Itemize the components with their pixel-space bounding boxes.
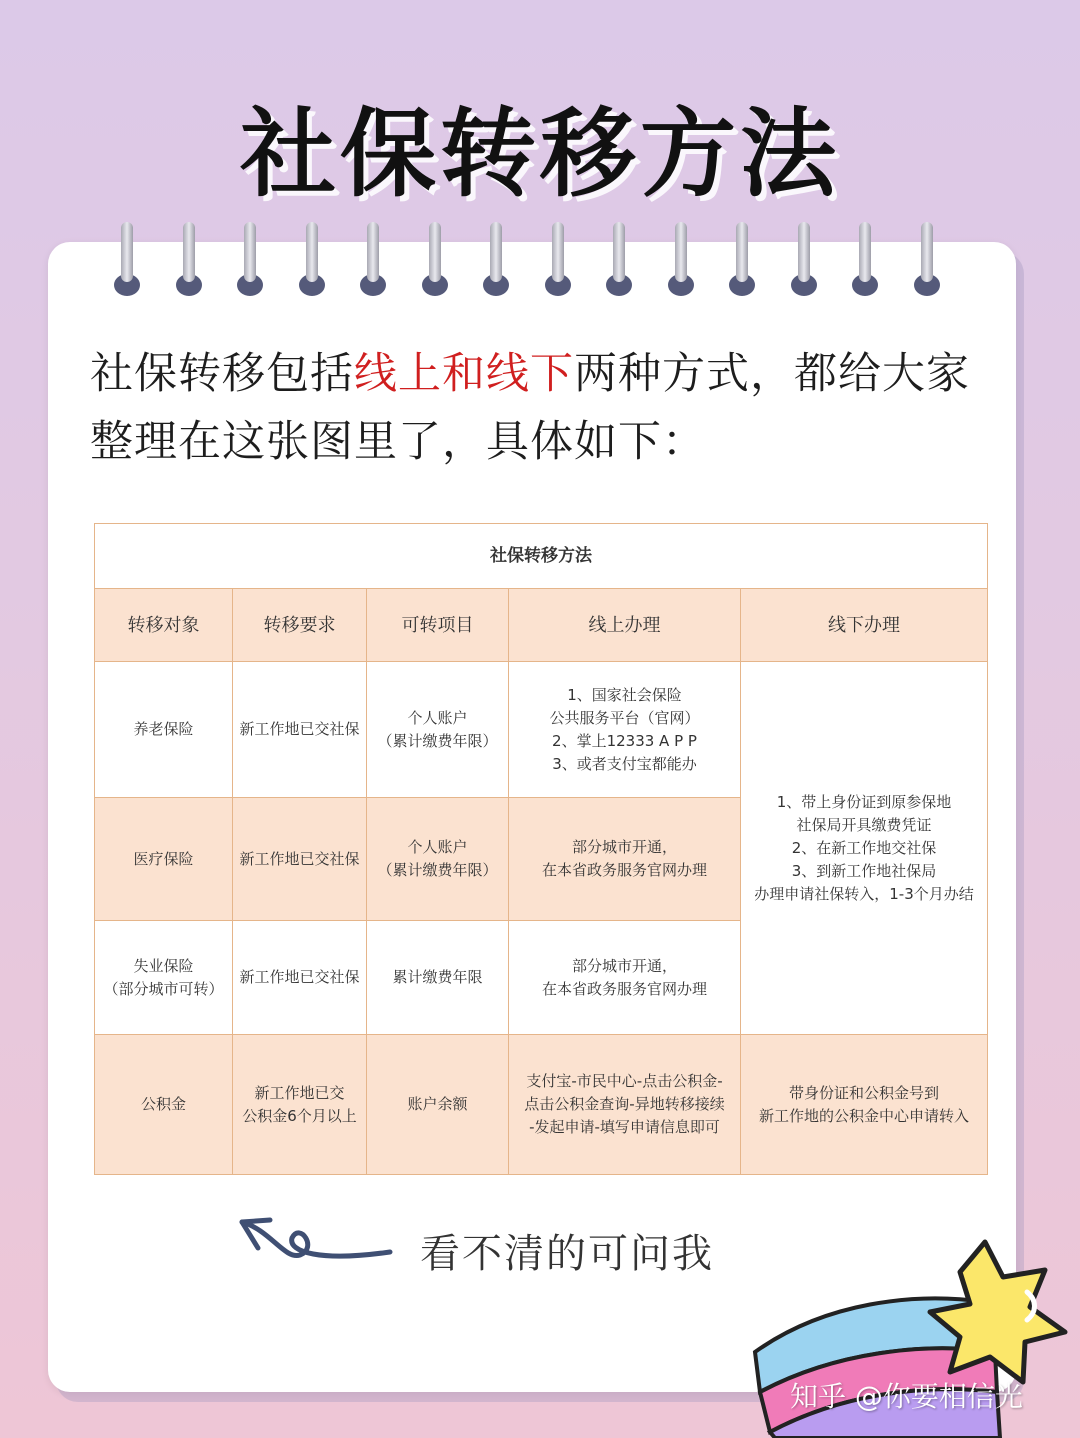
cell-object: 养老保险 — [95, 662, 233, 798]
binding-ring-icon — [729, 222, 755, 300]
binding-ring-icon — [791, 222, 817, 300]
table-row — [95, 1035, 988, 1175]
table-row — [95, 662, 988, 798]
header-offline: 线下办理 — [741, 589, 988, 662]
intro-highlight: 线上和线下 — [354, 349, 574, 399]
binding-ring-icon — [668, 222, 694, 300]
binding-ring-icon — [237, 222, 263, 300]
cell-requirement: 新工作地已交社保 — [233, 921, 367, 1035]
cell-items: 账户余额 — [367, 1035, 509, 1175]
cell-items: 个人账户 （累计缴费年限） — [367, 798, 509, 921]
cell-items: 个人账户 （累计缴费年限） — [367, 662, 509, 798]
header-online: 线上办理 — [509, 589, 741, 662]
cell-requirement: 新工作地已交 公积金6个月以上 — [233, 1035, 367, 1175]
binding-ring-icon — [299, 222, 325, 300]
intro-text — [90, 340, 990, 476]
cell-online: 1、国家社会保险 公共服务平台（官网） 2、掌上12333 A P P 3、或者支付宝都能办 — [509, 662, 741, 798]
binding-ring-icon — [422, 222, 448, 300]
cell-online: 部分城市开通， 在本省政务服务官网办理 — [509, 921, 741, 1035]
binding-ring-icon — [176, 222, 202, 300]
binding-ring-icon — [606, 222, 632, 300]
binding-ring-icon — [852, 222, 878, 300]
cell-requirement: 新工作地已交社保 — [233, 798, 367, 921]
cell-offline: 带身份证和公积金号到 新工作地的公积金中心申请转入 — [741, 1035, 988, 1175]
binding-ring-icon — [114, 222, 140, 300]
transfer-table — [94, 523, 988, 1175]
watermark: 知乎 @你要相信光 — [790, 1380, 1023, 1413]
header-object: 转移对象 — [95, 589, 233, 662]
intro-part-1: 社保转移包括 — [90, 349, 354, 399]
binding-ring-icon — [545, 222, 571, 300]
cell-requirement: 新工作地已交社保 — [233, 662, 367, 798]
cell-object: 失业保险 （部分城市可转） — [95, 921, 233, 1035]
cell-object: 公积金 — [95, 1035, 233, 1175]
cell-online: 支付宝-市民中心-点击公积金- 点击公积金查询-异地转移接续 -发起申请-填写申请信息即可 — [509, 1035, 741, 1175]
arrow-doodle-icon — [230, 1200, 400, 1280]
binding-ring-icon — [914, 222, 940, 300]
table-caption: 社保转移方法 — [95, 524, 988, 589]
footer-note: 看不清的可问我 — [420, 1231, 714, 1277]
binding-ring-icon — [483, 222, 509, 300]
intro-part-2: 两种方式，都给大家整理在这张图里了，具体如下： — [90, 349, 970, 467]
binding-ring-icon — [360, 222, 386, 300]
header-requirement: 转移要求 — [233, 589, 367, 662]
cell-object: 医疗保险 — [95, 798, 233, 921]
cell-items: 累计缴费年限 — [367, 921, 509, 1035]
cell-offline-shared: 1、带上身份证到原参保地 社保局开具缴费凭证 2、在新工作地交社保 3、到新工作地社保局 办理申请社保转入，1-3个月办结 — [741, 662, 988, 1035]
header-items: 可转项目 — [367, 589, 509, 662]
cell-online: 部分城市开通， 在本省政务服务官网办理 — [509, 798, 741, 921]
page-title: 社保转移方法 — [240, 98, 840, 210]
